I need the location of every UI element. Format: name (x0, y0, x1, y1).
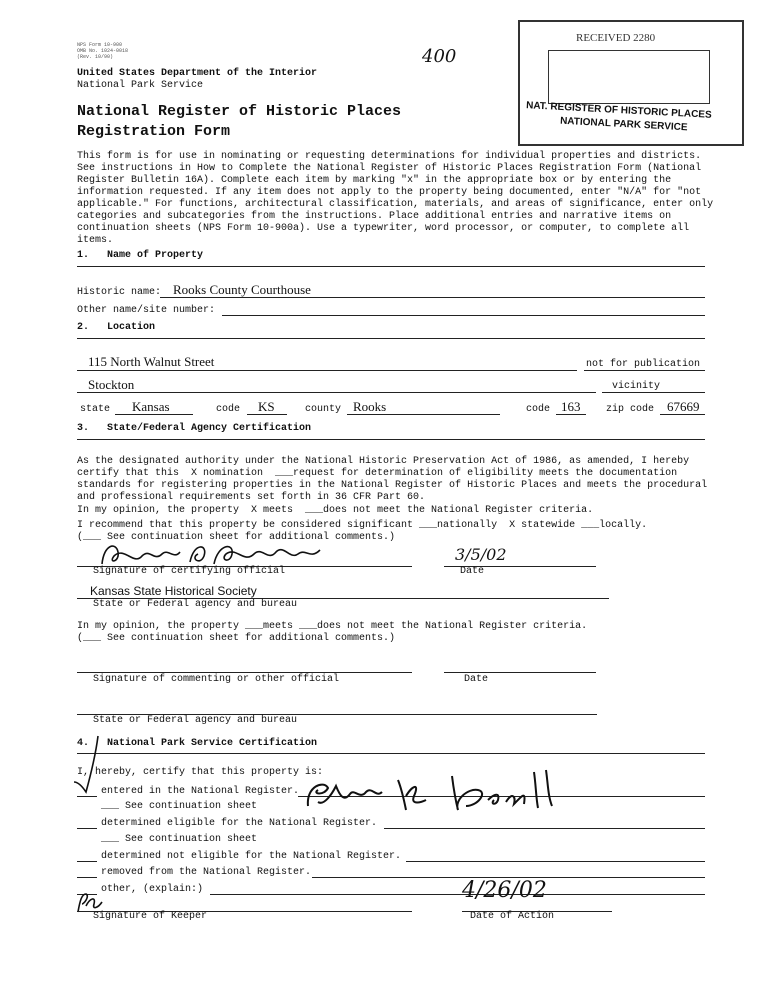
commenting-date-label: Date (464, 674, 489, 685)
city-value: Stockton (88, 377, 135, 392)
form-code-3: (Rev. 10/90) (77, 54, 114, 60)
agency-name-value: Kansas State Historical Society (90, 584, 257, 598)
determined-eligible-text: determined eligible for the National Register. (101, 818, 378, 829)
recommend-line: I recommend that this property be considered significant ___nationally X statewide ___locally. (77, 520, 648, 531)
section2-heading: 2. Location (77, 322, 156, 333)
cert-para-line-4: and professional requirements set forth in 36 CFR Part 60. (77, 492, 426, 503)
agency-label-2: State or Federal agency and bureau (93, 715, 298, 726)
see-continuation-1: (___ See continuation sheet for additional comments.) (77, 532, 396, 543)
stamp-line-1: NAT. REGISTER OF HISTORIC PLACES (525, 100, 712, 121)
action-date-label: Date of Action (470, 911, 555, 922)
commenting-date-line (444, 672, 596, 673)
historic-name-value: Rooks County Courthouse (173, 282, 311, 297)
section1-rule (77, 266, 705, 267)
form-code-1: NPS Form 10-900 (77, 42, 123, 48)
removed-text: removed from the National Register. (101, 867, 312, 878)
other-line (210, 894, 705, 895)
zip-label: zip code (606, 404, 655, 415)
removed-blank (77, 877, 97, 878)
see-continuation-2: (___ See continuation sheet for additional comments.) (77, 633, 396, 644)
county-label: county (305, 404, 342, 415)
not-eligible-line (406, 861, 705, 862)
historic-name-line (160, 297, 705, 298)
keeper-signature (302, 766, 562, 818)
cert-official-label: Signature of certifying official (93, 566, 286, 577)
other-text: other, (explain:) (101, 884, 204, 895)
county-line (347, 414, 500, 415)
section3-heading: 3. State/Federal Agency Certification (77, 423, 312, 434)
historic-name-label: Historic name: (77, 287, 162, 298)
zip-line (660, 414, 705, 415)
received-stamp-inner-box (548, 50, 710, 104)
cert-para-line-3: standards for registering properties in the National Register of Historic Places and meets the procedural (77, 480, 708, 491)
instructions-paragraph: This form is for use in nominating or requesting determinations for individual properties and districts. See instructions in How to Complete the National Register of Historic Places Registration Form (National Register Bulletin 16A). Complete each item by marking "x" in the appropriate box or by entering the information requested. If any item does not apply to the property being documented, enter "N/A" for "not applicable." For functions, architectural classification, materials, and areas of significance, enter only categories and subcategories from the instructions. Place additional entries and narrative items on continuation sheets (NPS Form 10-900a). Use a typewriter, word processor, or computer, to complete all items. (77, 151, 714, 246)
eligible-line (384, 828, 705, 829)
cert-para-line-1: As the designated authority under the National Historic Preservation Act of 1986, as amended, I hereby (77, 456, 690, 467)
section1-heading: 1. Name of Property (77, 250, 204, 261)
see-continuation-a: ___ See continuation sheet (101, 801, 258, 812)
state-code-label: code (216, 404, 241, 415)
opinion-line-2: In my opinion, the property ___meets ___does not meet the National Register criteria. (77, 621, 588, 632)
cert-date-value: 3/5/02 (455, 545, 507, 564)
other-name-label: Other name/site number: (77, 305, 216, 316)
section4-heading: 4. National Park Service Certification (77, 738, 318, 749)
opinion-line-1: In my opinion, the property X meets ___does not meet the National Register criteria. (77, 505, 594, 516)
commenting-signature-line (77, 672, 412, 673)
nfp-line (584, 370, 705, 371)
other-name-line (222, 315, 705, 316)
state-code-line (247, 414, 287, 415)
not-eligible-blank (77, 861, 97, 862)
state-code-value: KS (258, 399, 275, 414)
street-value: 115 North Walnut Street (88, 354, 215, 369)
section4-rule (77, 753, 705, 754)
section3-rule (77, 439, 705, 440)
county-code-line (556, 414, 586, 415)
agency-label: State or Federal agency and bureau (93, 599, 298, 610)
state-value: Kansas (132, 399, 170, 414)
vicinity-line (602, 392, 705, 393)
zip-value: 67669 (667, 399, 700, 414)
nps-certify-text: I, hereby, certify that this property is: (77, 767, 324, 778)
form-code-2: OMB No. 1024-0018 (77, 48, 129, 54)
state-label: state (80, 404, 111, 415)
service-name: National Park Service (77, 80, 204, 91)
handwritten-number: 400 (422, 46, 457, 67)
form-title-line-1: National Register of Historic Places (77, 103, 402, 120)
entered-blank (77, 796, 97, 797)
cert-para-line-2: certify that this X nomination ___request for determination of eligibility meets the documentation (77, 468, 678, 479)
city-line (77, 392, 596, 393)
county-code-label: code (526, 404, 551, 415)
vicinity-label: vicinity (612, 381, 661, 392)
county-code-value: 163 (561, 399, 581, 414)
commenting-official-label: Signature of commenting or other official (93, 674, 340, 685)
county-value: Rooks (353, 399, 387, 414)
eligible-blank (77, 828, 97, 829)
not-eligible-text: determined not eligible for the National Register. (101, 851, 402, 862)
form-title-line-2: Registration Form (77, 123, 231, 140)
keeper-label: Signature of Keeper (93, 911, 208, 922)
cert-date-label: Date (460, 566, 485, 577)
section2-rule (77, 338, 705, 339)
street-line (77, 370, 577, 371)
entered-text: entered in the National Register. (101, 786, 300, 797)
action-date-value: 4/26/02 (462, 878, 547, 903)
department-name: United States Department of the Interior (77, 68, 318, 79)
state-line (115, 414, 193, 415)
see-continuation-b: ___ See continuation sheet (101, 834, 258, 845)
not-for-publication-label: not for publication (586, 359, 701, 370)
stamp-line-2: NATIONAL PARK SERVICE (559, 115, 688, 134)
stamp-received-text: RECEIVED 2280 (576, 32, 656, 44)
